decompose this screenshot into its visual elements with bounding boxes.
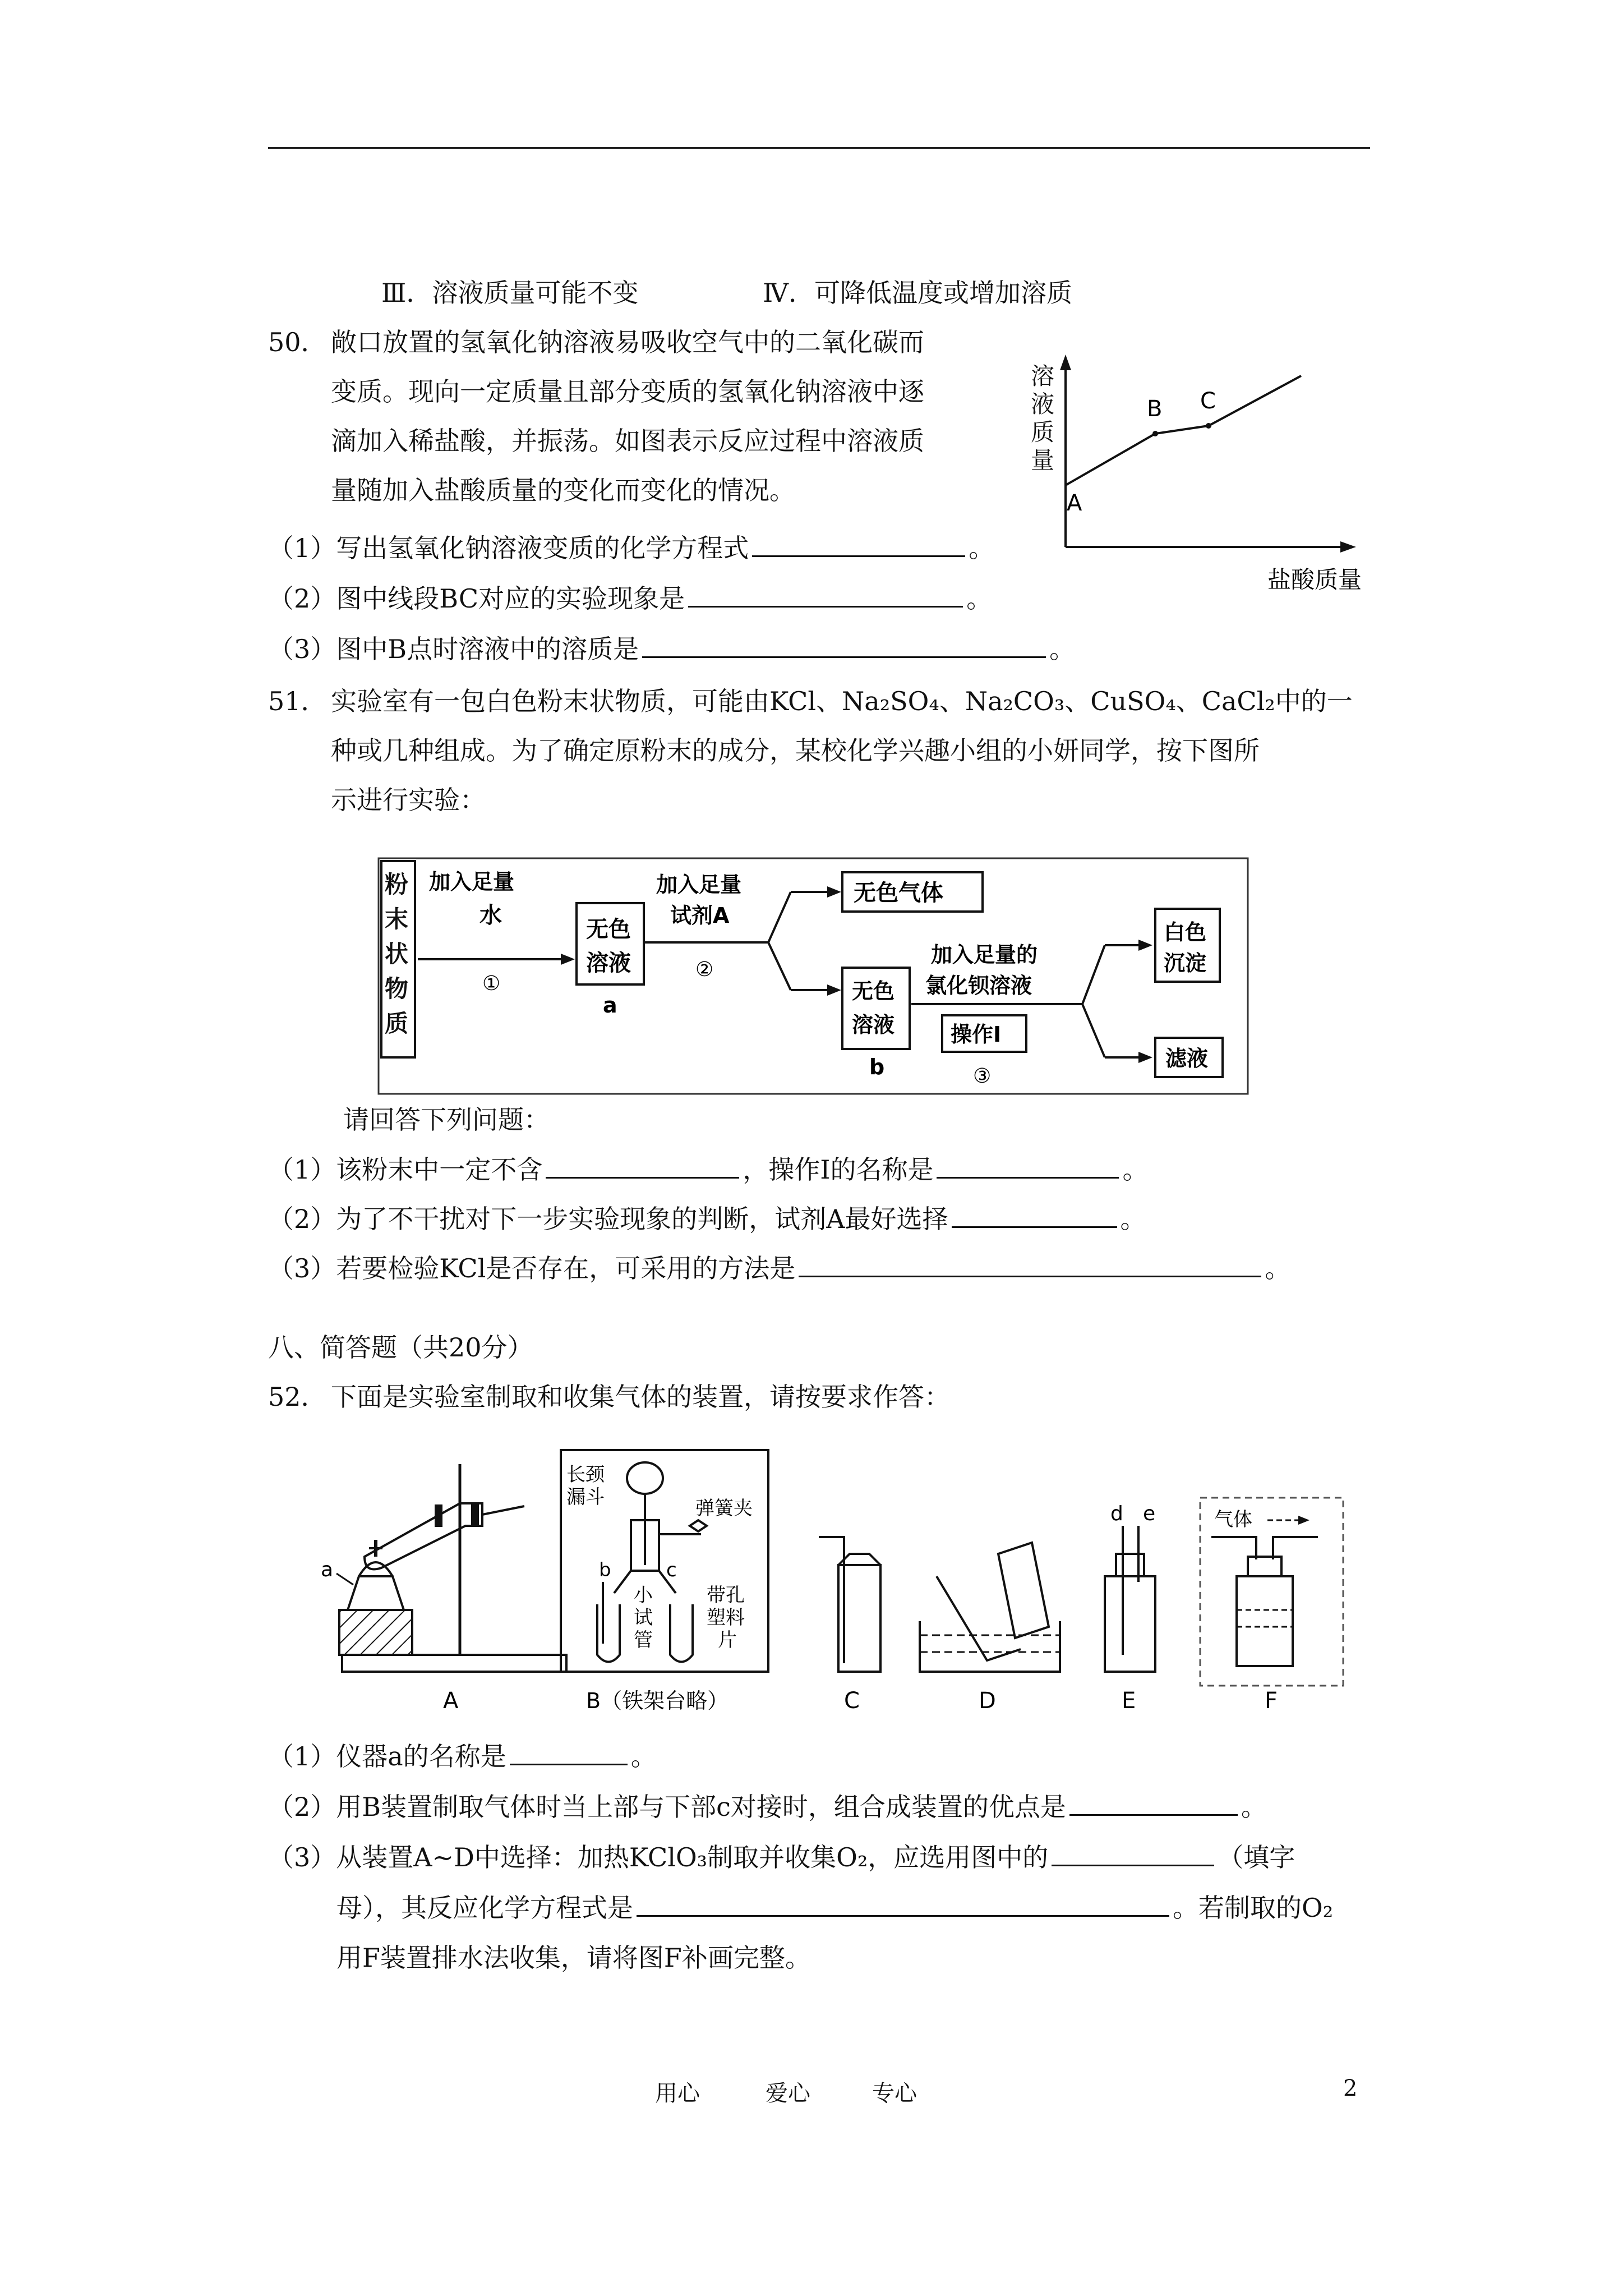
flow-filtrate: 滤液 [1165, 1046, 1209, 1071]
footer-word-1: 用心 [655, 2081, 700, 2106]
f-gas-arrow-head [1298, 1516, 1310, 1525]
flow-arrow1-top: 加入足量 [429, 869, 515, 894]
label-a-line [336, 1573, 353, 1585]
stand-base [342, 1655, 566, 1672]
page-number: 2 [1343, 2076, 1358, 2101]
q50-stem-line4: 量随加入盐酸质量的变化而变化的情况。 [331, 475, 795, 505]
q52-sub1: （1）仪器a的名称是 。 [268, 1739, 657, 1773]
plate-2: 塑料 [707, 1607, 745, 1629]
q50-sub1: （1）写出氢氧化钠溶液变质的化学方程式 。 [268, 531, 994, 565]
q52-number: 52． [268, 1382, 327, 1412]
chart-point-c [1206, 423, 1211, 429]
small-tube-3: 管 [634, 1629, 653, 1651]
header-rule [268, 147, 1370, 149]
flow-op: 操作Ⅰ [951, 1022, 1002, 1047]
label-A: A [443, 1688, 459, 1714]
q52-sub3-line2: 母），其反应化学方程式是 。若制取的O₂ [336, 1890, 1333, 1925]
q52-sub3-line3: 用F装置排水法收集，请将图F补画完整。 [336, 1943, 811, 1973]
q50-sub2: （2）图中线段BC对应的实验现象是 。 [268, 581, 992, 615]
q50-chart [1021, 348, 1368, 606]
q51-sub2: （2）为了不干扰对下一步实验现象的判断，试剂A最好选择 。 [268, 1202, 1146, 1236]
flow-arrow3-num: ③ [973, 1065, 992, 1088]
test-tube [365, 1503, 482, 1570]
funnel-label-1: 长颈 [566, 1464, 605, 1486]
flow-label-a: a [603, 993, 617, 1018]
section8-title: 八、简答题（共20分） [268, 1332, 533, 1363]
flow-box-a-line2: 溶液 [586, 950, 631, 976]
wood-block [339, 1610, 412, 1655]
flow-branch-down [768, 942, 791, 990]
label-E: E [1122, 1688, 1136, 1714]
q51-number: 51． [268, 686, 327, 716]
q51-sub3: （3）若要检验KCl是否存在，可采用的方法是 。 [268, 1251, 1290, 1285]
apparatus-f [1200, 1498, 1343, 1714]
apparatus-c [819, 1537, 880, 1714]
flow-branch-up [768, 892, 791, 942]
apparatus-e [1105, 1502, 1155, 1714]
tube-c [670, 1604, 693, 1662]
chart-line [1066, 376, 1301, 485]
apparatus-b [561, 1450, 768, 1713]
q50-stem-line1: 敞口放置的氢氧化钠溶液易吸收空气中的二氧化碳而 [331, 327, 924, 357]
spring-clamp [690, 1520, 707, 1531]
flow-box-a-line1: 无色 [586, 917, 631, 942]
small-tube-1: 小 [634, 1584, 653, 1607]
c-tube [819, 1537, 844, 1663]
chart-y-label: 溶液质量 [1031, 362, 1055, 474]
chart-label-a: A [1067, 490, 1082, 516]
label-d: d [1110, 1502, 1123, 1525]
label-a: a [321, 1558, 334, 1581]
apparatus-d [920, 1543, 1060, 1714]
flow-arrow2-top: 加入足量 [656, 872, 742, 897]
label-D: D [979, 1688, 996, 1714]
lamp-body [348, 1576, 404, 1610]
label-B: B（铁架台略） [586, 1688, 729, 1713]
delivery-tube [482, 1506, 524, 1515]
chart-y-arrow [1060, 355, 1071, 370]
q51-prompt: 请回答下列问题： [343, 1105, 550, 1135]
q49-item4: Ⅳ．可降低温度或增加溶质 [763, 278, 1072, 308]
flow-branch3-down-head [1138, 1052, 1152, 1063]
chart-point-b [1152, 431, 1158, 436]
footer-word-3: 专心 [872, 2081, 917, 2106]
chart-x-arrow [1340, 541, 1356, 553]
flow-precip-line2: 沉淀 [1164, 951, 1207, 976]
flow-branch3-up [1082, 945, 1105, 1004]
q51-stem-line2: 种或几种组成。为了确定原粉末的成分，某校化学兴趣小组的小妍同学，按下图所 [331, 735, 1260, 766]
flow-arrow2-mid: 试剂A [670, 903, 730, 928]
funnel-label-2: 漏斗 [566, 1486, 605, 1508]
flow-label-b: b [869, 1055, 885, 1079]
flow-arrow3-top: 加入足量的 [931, 942, 1038, 967]
q51-stem-line1: 实验室有一包白色粉末状物质，可能由KCl、Na₂SO₄、Na₂CO₃、CuSO₄、CaCl₂中的一 [331, 686, 1353, 716]
small-tube-2: 试 [634, 1607, 653, 1629]
chart-x-label: 盐酸质量 [1267, 566, 1362, 593]
q49-item3: Ⅲ．溶液质量可能不变 [381, 278, 639, 308]
label-e: e [1143, 1502, 1156, 1525]
clamp-1 [435, 1504, 442, 1527]
q52-sub2: （2）用B装置制取气体时当上部与下部c对接时，组合成装置的优点是 。 [268, 1789, 1267, 1824]
clamp-2 [471, 1502, 479, 1527]
label-c: c [666, 1559, 677, 1581]
flow-branch3-up-head [1138, 940, 1152, 951]
flow-branch-down-head [827, 984, 841, 996]
flow-box-b-line1: 无色 [852, 979, 895, 1004]
b-branch-left [614, 1571, 631, 1593]
tube-b [597, 1604, 620, 1662]
flow-gas: 无色气体 [854, 880, 943, 906]
flow-box-b-line2: 溶液 [852, 1013, 895, 1037]
flow-arrow1-mid: 水 [479, 903, 502, 928]
plate-1: 带孔 [707, 1584, 745, 1607]
d-tube [937, 1576, 1021, 1660]
label-b: b [599, 1559, 611, 1581]
q52-apparatus [303, 1442, 1385, 1733]
e-stopper [1116, 1554, 1144, 1576]
q51-flowchart [365, 847, 1273, 1111]
label-F: F [1265, 1688, 1278, 1714]
q50-number: 50． [268, 327, 327, 357]
flow-branch3-down [1082, 1004, 1105, 1057]
e-bottle [1105, 1576, 1155, 1672]
footer-word-2: 爱心 [766, 2081, 810, 2106]
flow-arrow1-num: ① [482, 972, 501, 995]
flow-branch-up-head [827, 886, 841, 898]
flow-precip-line1: 白色 [1164, 920, 1207, 945]
chart-label-b: B [1147, 396, 1163, 422]
clamp-label: 弹簧夹 [695, 1497, 753, 1520]
f-bottle [1237, 1576, 1293, 1666]
q50-sub3: （3）图中B点时溶液中的溶质是 。 [268, 632, 1075, 666]
q51-stem-line3: 示进行实验： [331, 785, 486, 815]
flow-arrow2-num: ② [695, 958, 714, 981]
apparatus-a [321, 1464, 566, 1714]
q50-stem-line3: 滴加入稀盐酸，并振荡。如图表示反应过程中溶液质 [331, 426, 924, 456]
flow-start-text: 粉末状物质 [385, 871, 409, 1037]
flow-arrow3-mid: 氯化钡溶液 [925, 973, 1032, 998]
chart-label-c: C [1200, 388, 1216, 414]
label-C: C [844, 1688, 860, 1714]
q50-stem-line2: 变质。现向一定质量且部分变质的氢氧化钠溶液中逐 [331, 376, 924, 407]
f-stopper [1248, 1557, 1281, 1576]
flow-arrow1-head [561, 954, 575, 965]
plate-3: 片 [718, 1629, 737, 1651]
d-trough [920, 1621, 1060, 1672]
q52-stem: 下面是实验室制取和收集气体的装置，请按要求作答： [331, 1382, 950, 1412]
f-gas-label: 气体 [1214, 1508, 1252, 1531]
funnel-top [627, 1462, 663, 1494]
q52-sub3-line1: （3）从装置A~D中选择：加热KClO₃制取并收集O₂，应选用图中的 （填字 [268, 1840, 1295, 1874]
q51-sub1: （1）该粉末中一定不含 ，操作Ⅰ的名称是 。 [268, 1152, 1148, 1186]
d-gas-jar [998, 1543, 1049, 1638]
